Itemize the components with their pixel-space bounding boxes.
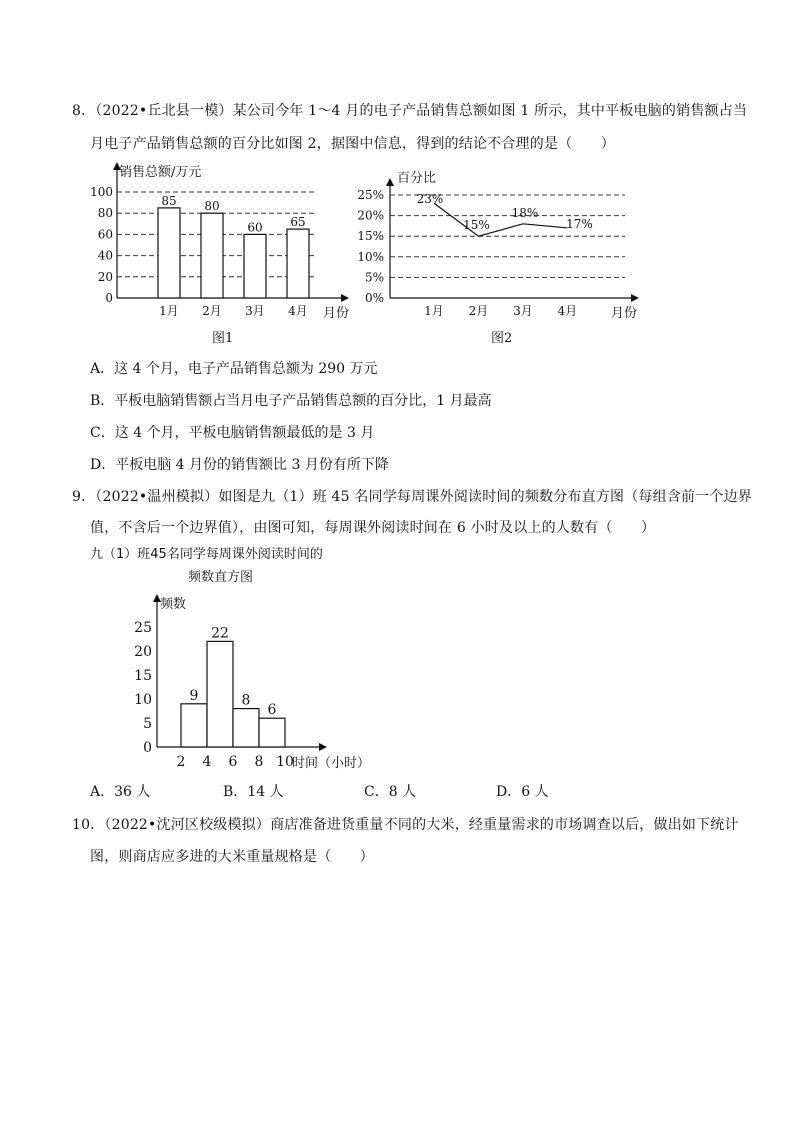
- fig2-ytick-label: 20%: [357, 208, 384, 223]
- hist-xtick-label: 8: [254, 754, 264, 770]
- hist-ytick-label: 15: [134, 668, 152, 684]
- q8-option-c: C．这 4 个月，平板电脑销售额最低的是 3 月: [90, 425, 375, 441]
- fig2-ytick-label: 0%: [364, 291, 384, 305]
- q8-stem-line2: 月电子产品销售总额的百分比如图 2，据图中信息，得到的结论不合理的是（ ）: [90, 136, 615, 152]
- q8-stem-line1: 8．（2022•丘北县一模）某公司今年 1～4 月的电子产品销售总额如图 1 所示，其中平板电脑的销售额占当: [72, 103, 748, 119]
- hist-ytick-label: 0: [143, 740, 152, 756]
- frequency-histogram: [120, 590, 400, 775]
- histogram-title-line1: 九（1）班45名同学每周课外阅读时间的: [90, 547, 323, 562]
- hist-ylabel: 频数: [160, 597, 187, 612]
- hist-bar-value-label: 8: [241, 692, 251, 709]
- fig1-ytick-label: 20: [97, 269, 113, 284]
- hist-bar: [207, 641, 233, 747]
- q9-stem-line2: 值，不含后一个边界值），由图可知，每周课外阅读时间在 6 小时及以上的人数有（ ）: [90, 520, 656, 536]
- fig2-y-arrow: [386, 178, 394, 186]
- fig1-xtick-label: 3月: [245, 304, 265, 318]
- q10-stem-line2: 图，则商店应多进的大米重量规格是（ ）: [90, 849, 374, 865]
- fig2-xtick-label: 1月: [424, 304, 444, 318]
- hist-bar-value-label: 22: [211, 625, 229, 642]
- fig1-ytick-label: 60: [97, 227, 113, 242]
- fig2-ytick-label: 10%: [357, 249, 384, 264]
- fig2-xtick-label: 2月: [468, 304, 489, 318]
- fig2-x-arrow: [631, 294, 639, 302]
- histogram-title-line2: 频数直方图: [188, 570, 254, 585]
- hist-bar-value-label: 9: [189, 687, 199, 704]
- hist-ytick-label: 10: [134, 692, 152, 708]
- fig2-caption: 图2: [491, 331, 513, 346]
- figure-1-bar-chart: [90, 158, 365, 348]
- fig1-xlabel: 月份: [323, 306, 350, 321]
- fig2-xtick-label: 4月: [557, 304, 578, 318]
- fig1-bar: [201, 213, 223, 298]
- q8-option-b: B．平板电脑销售额占当月电子产品销售总额的百分比，1 月最高: [90, 393, 492, 409]
- fig2-point-label: 18%: [511, 205, 539, 220]
- fig1-xtick-label: 4月: [288, 304, 308, 318]
- fig1-xtick-label: 1月: [159, 304, 179, 318]
- fig2-series-line: [434, 203, 568, 236]
- fig1-bar: [287, 229, 309, 298]
- hist-xtick-label: 10: [276, 754, 294, 770]
- q9-stem-line1: 9．（2022•温州模拟）如图是九（1）班 45 名同学每周课外阅读时间的频数分布直方图（每组含前一个边界: [72, 489, 753, 505]
- q10-stem-line1: 10．（2022•沈河区校级模拟）商店准备进货重量不同的大米，经重量需求的市场调查以后，做出如下统计: [72, 817, 739, 833]
- fig1-bar-value-label: 65: [290, 215, 306, 230]
- hist-ytick-label: 5: [143, 716, 152, 732]
- fig1-bar-value-label: 60: [247, 220, 263, 235]
- fig1-xtick-label: 2月: [202, 304, 222, 318]
- fig1-ytick-label: 0: [105, 291, 113, 305]
- q9-option-a: A．36 人: [90, 784, 151, 800]
- fig2-xlabel: 月份: [611, 306, 638, 321]
- hist-xtick-label: 6: [228, 754, 238, 770]
- fig2-ylabel: 百分比: [397, 171, 437, 186]
- fig1-bar-value-label: 85: [161, 193, 177, 208]
- q9-option-b: B．14 人: [223, 784, 284, 800]
- fig1-ytick-label: 40: [97, 248, 113, 263]
- fig2-ytick-label: 25%: [357, 188, 384, 202]
- fig1-bar-value-label: 80: [204, 199, 220, 214]
- q8-option-d: D．平板电脑 4 月份的销售额比 3 月份有所下降: [90, 457, 389, 473]
- fig1-ytick-label: 80: [97, 206, 113, 221]
- q9-option-c: C．8 人: [364, 784, 417, 800]
- hist-bar: [259, 718, 285, 747]
- fig2-xtick-label: 3月: [513, 304, 533, 318]
- hist-x-arrow: [319, 743, 327, 751]
- hist-ytick-label: 25: [134, 620, 152, 636]
- fig2-point-label: 17%: [566, 216, 593, 231]
- figure-2-line-chart: [345, 158, 645, 348]
- hist-bar: [233, 709, 259, 747]
- fig1-caption: 图1: [212, 331, 234, 346]
- q9-option-d: D．6 人: [496, 784, 549, 800]
- hist-xtick-label: 2: [176, 754, 186, 770]
- fig2-ytick-label: 15%: [357, 229, 384, 244]
- hist-bar: [181, 704, 207, 747]
- fig1-bar: [158, 208, 180, 298]
- fig2-point-label: 15%: [463, 218, 490, 233]
- fig1-ytick-label: 100: [90, 185, 113, 199]
- q8-option-a: A．这 4 个月，电子产品销售总额为 290 万元: [90, 361, 378, 377]
- hist-bar-value-label: 6: [267, 702, 277, 719]
- fig2-ytick-label: 5%: [364, 270, 384, 285]
- fig1-ylabel: 销售总额/万元: [119, 165, 202, 180]
- fig2-point-label: 23%: [416, 192, 444, 207]
- hist-ytick-label: 20: [134, 644, 152, 660]
- hist-xtick-label: 4: [202, 754, 212, 770]
- fig1-bar: [244, 234, 266, 298]
- hist-xlabel: 时间（小时）: [292, 756, 371, 771]
